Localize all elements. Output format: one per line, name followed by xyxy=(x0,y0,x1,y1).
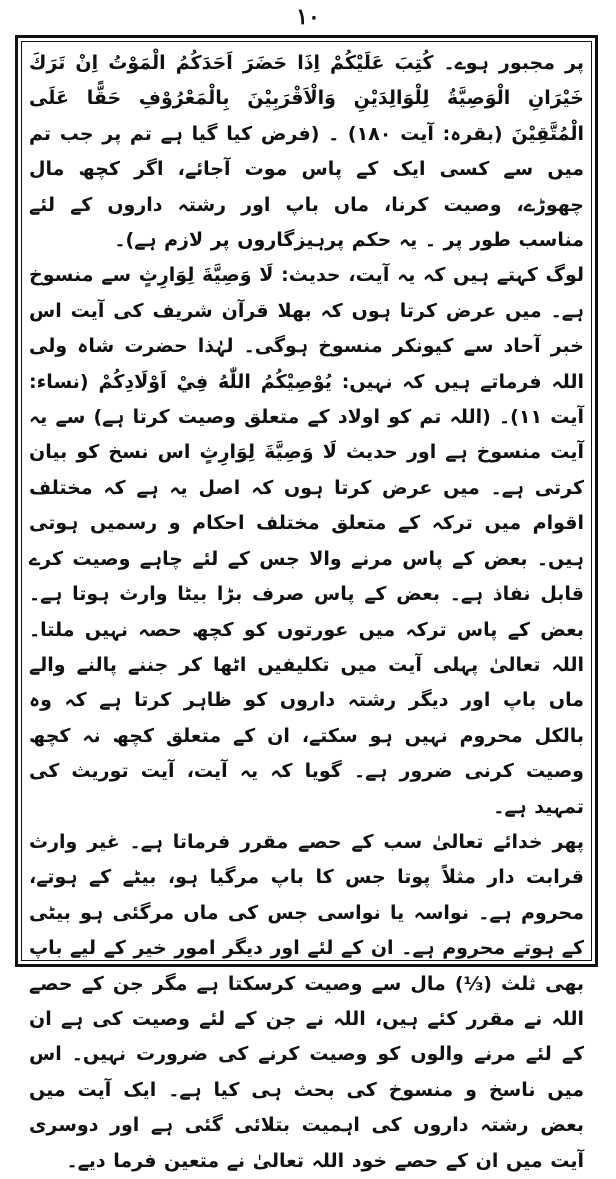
body-text xyxy=(29,46,584,1179)
text-frame xyxy=(15,35,598,1172)
page-number: ۱۰ xyxy=(296,4,320,30)
paragraph-1: پر مجبور ہوے۔ كُتِبَ عَلَيْكُمْ اِذَا حَضَرَ اَحَدَكُمُ الْمَوْتُ اِنْ تَرَكَ خَيْرَانِ الْوَصِيَّةُ لِلْوَالِدَيْنِ وَالْاَقْرَبِيْنَ بِالْمَعْرُوْفِ حَقًّا عَلَى الْمُتَّقِيْنَ (بقرہ: آیت ۱۸۰) ۔ (فرض کیا گیا ہے تم پر جب تم میں سے کسی ایک کے پاس موت آجائے، اگر کچھ مال چھوڑے، وصیت کرنا، ماں باپ اور رشتہ داروں کے لئے مناسب طور پر ۔ یہ حکم پرہیزگاروں پر لازم ہے)۔ xyxy=(29,52,584,252)
paragraph-3: پھر خدائے تعالیٰ سب کے حصے مقرر فرماتا ہے۔ غیر وارث قرابت دار مثلاً پوتا جس کا باپ مرگیا ہو، بیٹے کے ہوتے، محروم ہے۔ نواسہ یا نواسی جس کی ماں مرگئی ہو بیٹی کے ہوتے محروم ہے۔ ان کے لئے اور دیگر امور خیر کے لیے باپ بھی ثلث (⅓) مال سے وصیت کرسکتا ہے مگر جن کے حصے اللہ نے مقرر کئے ہیں، اللہ نے جن کے لئے وصیت کی ہے ان کے لئے مرنے والوں کو وصیت کرنے کی ضرورت نہیں۔ اس میں ناسخ و منسوخ کی بحث ہی کیا ہے۔ ایک آیت میں بعض رشتہ داروں کی اہمیت بتلائی گئی ہے اور دوسری آیت میں ان کے حصے خود اللہ تعالیٰ نے متعین فرما دیے۔ xyxy=(29,830,584,1172)
paragraph-2: لوگ کہتے ہیں کہ یہ آیت، حدیث: لَا وَصِيَّةَ لِوَارِثٍ سے منسوخ ہے۔ میں عرض کرتا ہوں کہ بھلا قرآن شریف کی آیت اس خبر آحاد سے کیونکر منسوخ ہوگی۔ لہٰذا حضرت شاہ ولی اللہ فرماتے ہیں کہ نہیں: يُوْصِيْكُمُ اللّٰهُ فِيْ اَوْلَادِكُمْ (نساء: آیت ۱۱)۔ (اللہ تم کو اولاد کے متعلق وصیت کرتا ہے) سے یہ آیت منسوخ ہے اور حدیث لَا وَصِيَّةَ لِوَارِثٍ اس نسخ کو بیان کرتی ہے۔ میں عرض کرتا ہوں کہ اصل یہ ہے کہ مختلف اقوام میں ترکہ کے متعلق مختلف احکام و رسمیں ہوتی ہیں۔ بعض کے پاس مرنے والا جس کے لئے چاہے وصیت کرے قابل نفاذ ہے۔ بعض کے پاس صرف بڑا بیٹا وارث ہوتا ہے۔ بعض کے پاس ترکہ میں عورتوں کو کچھ حصہ نہیں ملتا۔ اللہ تعالیٰ پہلی آیت میں تکلیفیں اٹھا کر جننے پالنے والے ماں باپ اور دیگر رشتہ داروں کو ظاہر کرتا ہے کہ وہ بالکل محروم نہیں ہو سکتے، ان کے متعلق کچھ نہ کچھ وصیت کرنی ضرور ہے۔ گویا کہ یہ آیت، آیت توریث کی تمہید ہے۔ xyxy=(29,264,584,818)
